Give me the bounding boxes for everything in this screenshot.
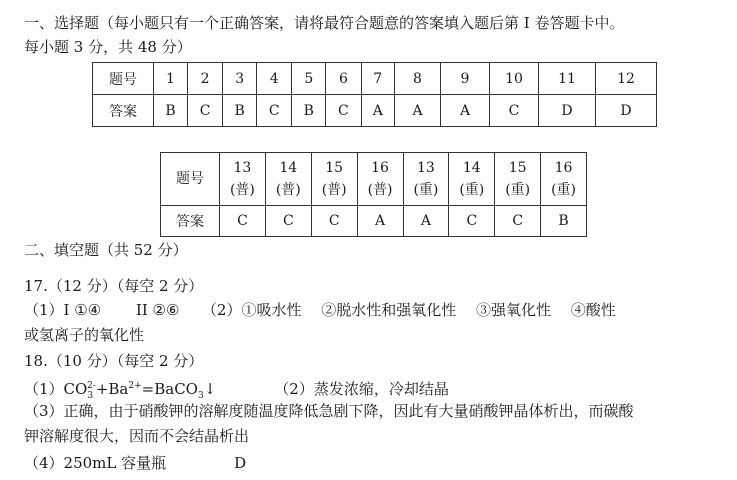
- question-type: (重): [413, 182, 439, 198]
- question-number: 13: [417, 160, 435, 176]
- question-number: 16: [554, 160, 573, 176]
- q17-header: 17.（12 分）（每空 2 分）: [24, 277, 204, 295]
- question-number: 14: [462, 160, 481, 176]
- q18-p2: （2）蒸发浓缩，冷却结晶: [274, 380, 449, 398]
- question-type: (重): [505, 182, 531, 198]
- q18-p1-sup: 2-: [87, 381, 96, 391]
- q18-header: 18.（10 分）（每空 2 分）: [24, 352, 204, 370]
- answer-cell: B: [541, 206, 587, 237]
- question-number-cell: 6: [326, 63, 361, 95]
- q17-answer-line1: （1）I ①④ II ②⑥ （2）①吸水性 ②脱水性和强氧化性 ③强氧化性 ④酸性: [24, 301, 616, 319]
- q18-p3-line1: （3）正确，由于硝酸钾的溶解度随温度降低急剧下降，因此有大量硝酸钾晶体析出，而碳酸: [24, 402, 634, 420]
- answer-cell: C: [220, 206, 266, 237]
- answer-cell: C: [490, 95, 539, 127]
- answer-cell: C: [495, 206, 541, 237]
- question-number-cell: 1: [154, 63, 188, 95]
- answer-label-cell: 答案: [93, 95, 154, 127]
- table-row: [93, 95, 657, 127]
- question-number: 14: [279, 160, 298, 176]
- answer-cell: D: [539, 95, 596, 127]
- question-number: 13: [233, 160, 252, 176]
- question-number-cell: 3: [223, 63, 257, 95]
- answer-cell: C: [187, 95, 222, 127]
- table-row: [161, 206, 587, 237]
- question-number-cell: 12: [596, 63, 657, 95]
- question-number-cell: 9: [441, 63, 490, 95]
- answer-cell: A: [361, 95, 394, 127]
- section2-title: 二、填空题（共 52 分）: [24, 241, 188, 259]
- answer-cell: C: [449, 206, 495, 237]
- question-number-cell: 11: [539, 63, 596, 95]
- q18-p4: [24, 453, 246, 473]
- q18-p1-eq: =BaCO: [141, 380, 198, 398]
- question-number-cell: [220, 153, 266, 206]
- question-number-cell: 5: [292, 63, 326, 95]
- q18-p4-b: D: [234, 454, 247, 472]
- table-row: [161, 153, 587, 206]
- question-type: (普): [321, 182, 347, 198]
- q18-p1-sub: 3: [87, 391, 94, 401]
- question-number: 15: [508, 160, 527, 176]
- header-label-cell: 题号: [161, 153, 220, 206]
- section1-title-line2: 每小题 3 分，共 48 分）: [24, 38, 192, 56]
- question-type: (重): [459, 182, 485, 198]
- answer-cell: C: [257, 95, 292, 127]
- down-arrow-symbol: ↓: [203, 380, 217, 398]
- answer-cell: A: [395, 95, 441, 127]
- answer-cell: A: [441, 95, 490, 127]
- question-number: 15: [325, 160, 344, 176]
- section1-title-line1: 一、选择题（每小题只有一个正确答案，请将最符合题意的答案填入题后第 I 卷答题卡中。: [24, 14, 625, 32]
- question-type: (普): [367, 182, 393, 198]
- q18-p1-sub2: 3: [197, 391, 204, 401]
- header-label-cell: 题号: [93, 63, 154, 95]
- question-number-cell: [265, 153, 311, 206]
- q18-p3-line2: 钾溶解度很大，因而不会结晶析出: [24, 427, 250, 445]
- table-row: [93, 63, 657, 95]
- answer-cell: D: [596, 95, 657, 127]
- answer-cell: C: [326, 95, 361, 127]
- q18-p4-a: （4）250mL 容量瓶: [24, 454, 167, 472]
- answer-cell: A: [357, 206, 403, 237]
- q18-p1-sup2: 2+: [128, 381, 142, 391]
- question-number-cell: [357, 153, 403, 206]
- q17-answer-line2: 或氢离子的氧化性: [24, 326, 145, 344]
- q18-p1-mid: +Ba: [95, 380, 129, 398]
- question-number-cell: 2: [187, 63, 222, 95]
- answer-label-cell: 答案: [161, 206, 220, 237]
- question-type: (重): [551, 182, 577, 198]
- question-number-cell: [541, 153, 587, 206]
- answer-cell: C: [311, 206, 357, 237]
- question-type: (普): [275, 182, 301, 198]
- question-number-cell: 4: [257, 63, 292, 95]
- question-number-cell: 10: [490, 63, 539, 95]
- question-number: 16: [371, 160, 389, 176]
- q18-p1-prefix: （1）CO: [24, 380, 88, 398]
- question-type: (普): [229, 182, 255, 198]
- answer-cell: B: [292, 95, 326, 127]
- question-number-cell: [403, 153, 449, 206]
- question-number-cell: [311, 153, 357, 206]
- answer-table-1: [92, 62, 657, 127]
- question-number-cell: 7: [361, 63, 394, 95]
- answer-cell: B: [223, 95, 257, 127]
- answer-table-2: [160, 152, 587, 237]
- answer-cell: C: [265, 206, 311, 237]
- question-number-cell: 8: [395, 63, 441, 95]
- answer-cell: B: [154, 95, 188, 127]
- question-number-cell: [449, 153, 495, 206]
- question-number-cell: [495, 153, 541, 206]
- answer-cell: A: [403, 206, 449, 237]
